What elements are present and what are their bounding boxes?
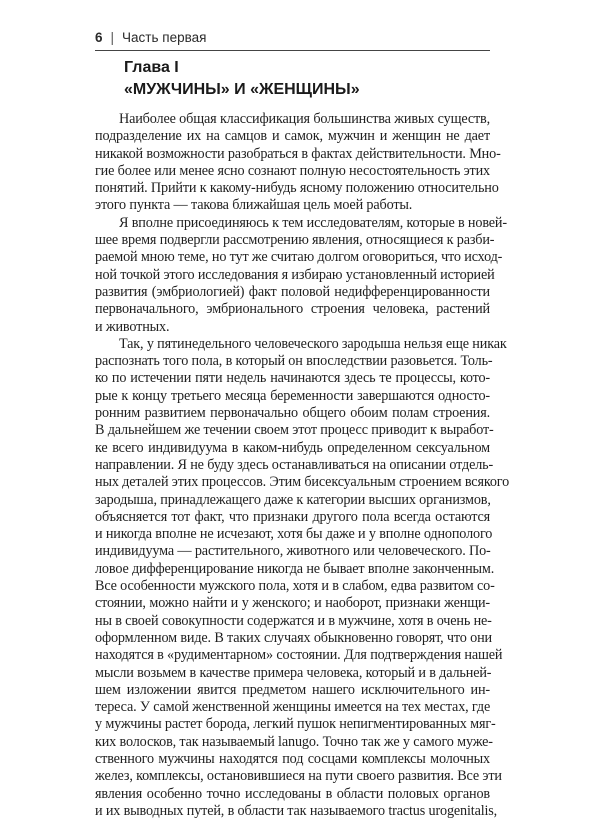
- text-line: оформленном виде. В таких случаях обыкновенно говорят, что они: [95, 629, 492, 646]
- text-line: ке всего индивидуума в каком-нибудь определенном сексуальном: [95, 439, 490, 456]
- text-line: ронним развитием первоначально общего обоим полам строения.: [95, 405, 490, 422]
- body-text: [95, 111, 510, 820]
- text-line: шем изложении явится предметом нашего исключительного ин-: [95, 681, 490, 698]
- chapter-label: Глава I: [124, 59, 179, 76]
- text-line: мысли возьмем в качестве примера человека, который и в дальней-: [95, 664, 492, 681]
- running-head-separator: |: [110, 30, 115, 45]
- text-line: и животных.: [95, 318, 170, 335]
- text-line: ны в своей совокупности содержатся и в мужчине, хотя в очень не-: [95, 612, 492, 629]
- text-line: желез, комплексы, остановившиеся на пути своего развития. Все эти: [95, 768, 502, 785]
- text-line: ких волосков, так называемый lanugo. Точно так же у самого муже-: [95, 733, 493, 750]
- text-line: рые к концу третьего месяца беременности завершаются односто-: [95, 387, 490, 404]
- text-line: В дальнейшем же течении своем этот процесс приводит к выработ-: [95, 422, 494, 439]
- text-line: ных деталей этих процессов. Этим бисексуальным строением всякого: [95, 474, 510, 491]
- text-line: ной точкой этого исследования я избираю установленный историей: [95, 266, 495, 283]
- text-line: Наиболее общая классификация большинства живых существ,: [119, 111, 490, 127]
- chapter-title: «МУЖЧИНЫ» И «ЖЕНЩИНЫ»: [124, 81, 360, 98]
- text-line: раемой мною теме, но тут же считаю долгом оговориться, что исход-: [95, 249, 503, 266]
- text-line: подразделение их на самцов и самок, мужчин и женщин не дает: [95, 128, 490, 145]
- text-line: у мужчины растет борода, легкий пушок непигментированных мяг-: [95, 716, 496, 733]
- text-line: этого пункта — такова ближайшая цель моей работы.: [95, 197, 413, 214]
- text-line: направлении. Я не буду здесь останавливаться на описании отдель-: [95, 456, 494, 473]
- text-line: явления особенно точно исследованы в области половых органов: [95, 785, 490, 802]
- text-line: ственного мужчины находятся под сосцами комплексы молочных: [95, 750, 490, 767]
- text-line: гие более или менее ясно сознают полную несостоятельность этих: [95, 162, 490, 179]
- text-line: первоначального, эмбрионального строения человека, растений: [95, 301, 490, 318]
- text-line: ловое дифференцирование никогда не бывает вполне законченным.: [95, 560, 495, 577]
- text-line: объясняется тот факт, что признаки другого пола всегда остаются: [95, 508, 490, 525]
- text-line: распознать того пола, в который он впоследствии разовьется. Толь-: [95, 353, 493, 370]
- text-line: стоянии, можно найти и у женского; и наоборот, признаки женщи-: [95, 595, 490, 612]
- text-line: индивидуума — растительного, животного или человеческого. По-: [95, 543, 491, 560]
- text-line: Все особенности мужского пола, хотя и в слабом, едва развитом со-: [95, 578, 495, 595]
- text-line: тереса. У самой женственной женщины имеется на тех местах, где: [95, 699, 491, 716]
- running-head-section: Часть первая: [122, 30, 207, 45]
- text-line: ко по истечении пяти недель начинаются здесь те процессы, кото-: [95, 370, 490, 387]
- page-number: 6: [95, 30, 103, 45]
- text-line: шее время подвергли рассмотрению явления, относящиеся к разби-: [95, 232, 495, 249]
- text-line: зародыша, принадлежащего даже к категории высших организмов,: [95, 491, 491, 508]
- header-rule: [95, 50, 490, 51]
- text-line: находятся в «рудиментарном» состоянии. Для подтверждения нашей: [95, 647, 503, 664]
- text-line: Я вполне присоединяюсь к тем исследователям, которые в новей-: [119, 214, 507, 231]
- text-line: и их выводных путей, в области так называемого tractus urogenitalis,: [95, 802, 498, 819]
- text-line: Так, у пятинедельного человеческого зародыша нельзя еще никак: [119, 335, 507, 352]
- text-line: и никогда вполне не исчезают, хотя бы даже и у вполне однополого: [95, 526, 493, 543]
- text-line: развития (эмбриологией) факт половой недифференцированности: [95, 283, 490, 300]
- text-line: понятий. Прийти к какому-нибудь ясному положению относительно: [95, 180, 499, 197]
- text-line: никакой возможности разобраться в фактах действительности. Мно-: [95, 145, 501, 162]
- running-head: [95, 28, 490, 48]
